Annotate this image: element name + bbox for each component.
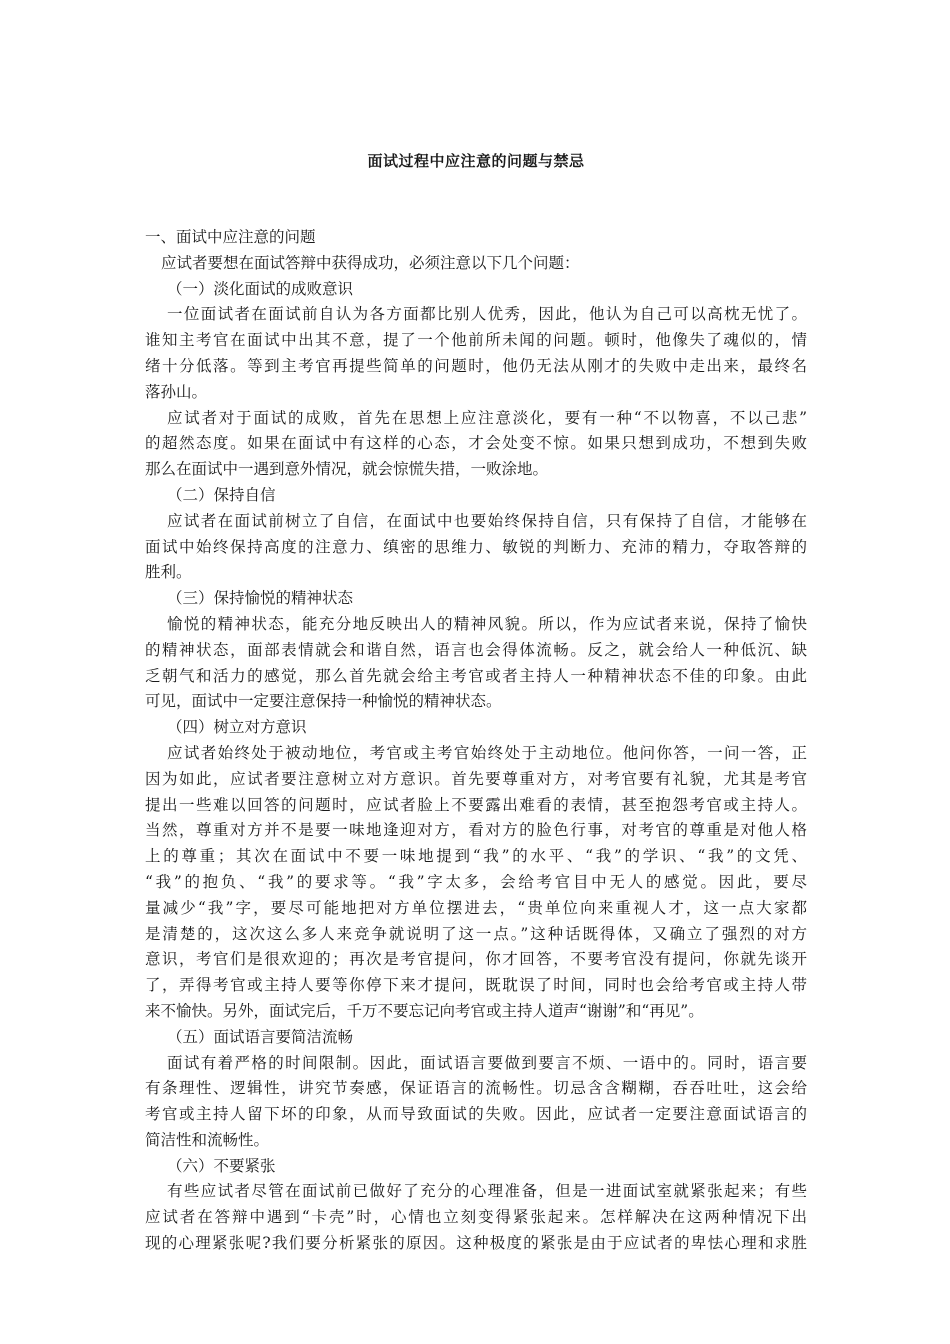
subsection-heading-6: （六）不要紧张 xyxy=(167,1156,276,1175)
subsection-heading-2: （二）保持自信 xyxy=(167,485,276,504)
paragraph-line: 是清楚的，这次这么多人来竞争就说明了这一点。”这种话既得体，又确立了强烈的对方 xyxy=(145,924,807,943)
paragraph-line: 应试者在答辩中遇到“卡壳”时，心情也立刻变得紧张起来。怎样解决在这两种情况下出 xyxy=(145,1208,807,1227)
paragraph-line: 的精神状态，面部表情就会和谐自然，语言也会得体流畅。反之，就会给人一种低沉、缺 xyxy=(145,640,807,659)
paragraph-line: 乏朝气和活力的感觉，那么首先就会给主考官或者主持人一种精神状态不佳的印象。由此 xyxy=(145,666,807,685)
paragraph-line: 来不愉快。另外，面试完后，千万不要忘记向考官或主持人道声“谢谢”和“再见”。 xyxy=(145,1001,704,1020)
document-body xyxy=(145,225,807,1257)
document-title: 面试过程中应注意的问题与禁忌 xyxy=(367,152,585,170)
paragraph-line: 那么在面试中一遇到意外情况，就会惊慌失措，一败涂地。 xyxy=(145,460,549,479)
paragraph-line: 应试者始终处于被动地位，考官或主考官始终处于主动地位。他问你答，一问一答，正 xyxy=(167,743,807,762)
paragraph-line: 应试者在面试前树立了自信，在面试中也要始终保持自信，只有保持了自信，才能够在 xyxy=(167,511,807,530)
paragraph-line: 胜利。 xyxy=(145,563,192,582)
paragraph-line: 现的心理紧张呢?我们要分析紧张的原因。这种极度的紧张是由于应试者的卑怯心理和求胜 xyxy=(145,1234,807,1253)
paragraph-line: 了，弄得考官或主持人要等你停下来才提问，既耽误了时间，同时也会给考官或主持人带 xyxy=(145,976,807,995)
paragraph-line: 量减少“我”字，要尽可能地把对方单位摆进去，“贵单位向来重视人才，这一点大家都 xyxy=(145,898,807,917)
paragraph-line: 简洁性和流畅性。 xyxy=(145,1130,270,1149)
intro-line: 应试者要想在面试答辩中获得成功，必须注意以下几个问题： xyxy=(161,253,580,272)
subsection-heading-4: （四）树立对方意识 xyxy=(167,718,307,737)
paragraph-line: 提出一些难以回答的问题时，应试者脸上不要露出难看的表情，甚至抱怨考官或主持人。 xyxy=(145,795,807,814)
paragraph-line: 绪十分低落。等到主考官再提些简单的问题时，他仍无法从刚才的失败中走出来，最终名 xyxy=(145,356,807,375)
paragraph-line: 意识，考官们是很欢迎的；再次是考官提问，你才回答，不要考官没有提问，你就先谈开 xyxy=(145,950,807,969)
paragraph-line: 当然，尊重对方并不是要一味地逢迎对方，看对方的脸色行事，对考官的尊重是对他人格 xyxy=(145,821,807,840)
paragraph-line: 有些应试者尽管在面试前已做好了充分的心理准备，但是一进面试室就紧张起来；有些 xyxy=(167,1182,807,1201)
paragraph-line: 谁知主考官在面试中出其不意，提了一个他前所未闻的问题。顿时，他像失了魂似的，情 xyxy=(145,331,807,350)
paragraph-line: 面试中始终保持高度的注意力、缜密的思维力、敏锐的判断力、充沛的精力，夺取答辩的 xyxy=(145,537,807,556)
subsection-heading-1: （一）淡化面试的成败意识 xyxy=(167,279,354,298)
paragraph-line: 应试者对于面试的成败，首先在思想上应注意淡化，要有一种“不以物喜，不以己悲” xyxy=(167,408,807,427)
paragraph-line: 的超然态度。如果在面试中有这样的心态，才会处变不惊。如果只想到成功，不想到失败 xyxy=(145,434,807,453)
paragraph-line: 考官或主持人留下坏的印象，从而导致面试的失败。因此，应试者一定要注意面试语言的 xyxy=(145,1105,807,1124)
paragraph-line: “我”的抱负、“我”的要求等。“我”字太多，会给考官目中无人的感觉。因此，要尽 xyxy=(145,872,807,891)
paragraph-line: 有条理性、逻辑性，讲究节奏感，保证语言的流畅性。切忌含含糊糊，吞吞吐吐，这会给 xyxy=(145,1079,807,1098)
paragraph-line: 可见，面试中一定要注意保持一种愉悦的精神状态。 xyxy=(145,692,502,711)
paragraph-line: 因为如此，应试者要注意树立对方意识。首先要尊重对方，对考官要有礼貌，尤其是考官 xyxy=(145,769,807,788)
paragraph-line: 愉悦的精神状态，能充分地反映出人的精神风貌。所以，作为应试者来说，保持了愉快 xyxy=(167,614,807,633)
paragraph-line: 上的尊重；其次在面试中不要一味地提到“我”的水平、“我”的学识、“我”的文凭、 xyxy=(145,847,807,866)
paragraph-line: 落孙山。 xyxy=(145,382,208,401)
paragraph-line: 一位面试者在面试前自认为各方面都比别人优秀，因此，他认为自己可以高枕无忧了。 xyxy=(167,305,807,324)
subsection-heading-3: （三）保持愉悦的精神状态 xyxy=(167,589,354,608)
paragraph-line: 面试有着严格的时间限制。因此，面试语言要做到要言不烦、一语中的。同时，语言要 xyxy=(167,1053,807,1072)
subsection-heading-5: （五）面试语言要简洁流畅 xyxy=(167,1027,354,1046)
section-heading: 一、面试中应注意的问题 xyxy=(145,228,316,246)
